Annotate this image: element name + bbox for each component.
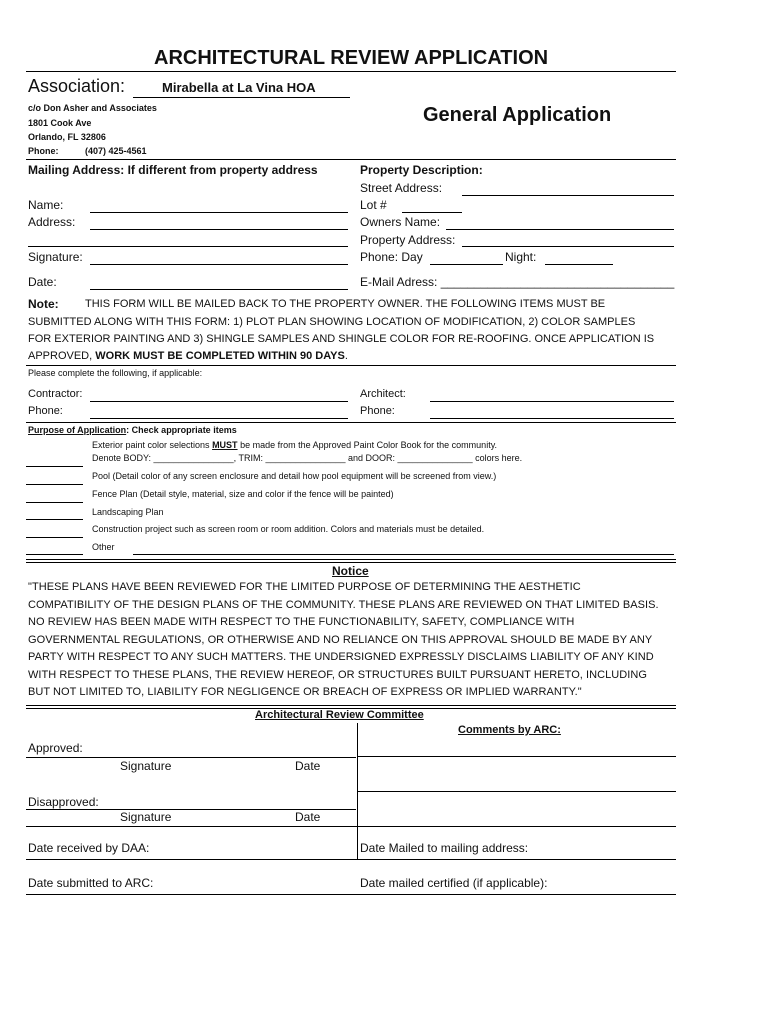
comments-row-1	[358, 756, 676, 757]
notice-heading: Notice	[332, 564, 369, 578]
pool-checkbox[interactable]	[26, 484, 83, 485]
address-label: Address:	[28, 215, 76, 229]
disapproved-label: Disapproved:	[28, 795, 99, 809]
paint-line1-c: be made from the Approved Paint Color Book for the community.	[237, 440, 498, 450]
general-application-heading: General Application	[423, 104, 612, 126]
notice-text	[28, 579, 659, 702]
contractor-label: Contractor:	[28, 388, 83, 400]
architect-phone-field[interactable]	[430, 418, 674, 419]
approved-line	[26, 757, 356, 758]
property-heading: Property Description:	[360, 163, 483, 177]
note-line4	[28, 350, 348, 362]
note-label: Note:	[28, 297, 59, 311]
committee-top-1	[26, 705, 676, 706]
purpose-heading	[28, 425, 237, 435]
submitted-line	[26, 894, 676, 895]
purpose-heading-tail: : Check appropriate items	[126, 425, 237, 435]
lot-label: Lot #	[360, 198, 387, 212]
note-divider	[26, 365, 676, 366]
address-line2: 1801 Cook Ave	[28, 118, 92, 128]
comments-heading: Comments by ARC:	[458, 724, 561, 736]
phone-night-field[interactable]	[545, 264, 613, 265]
street-address-label: Street Address:	[360, 181, 443, 195]
signature-label: Signature:	[28, 250, 83, 264]
architect-phone-label: Phone:	[360, 405, 395, 417]
notice-line: BUT NOT LIMITED TO, LIABILITY FOR NEGLIGENCE OR BREACH OF EXPRESS OR IMPLIED WARRANTY."	[28, 686, 582, 698]
name-field[interactable]	[90, 212, 348, 213]
purpose-heading-main: Purpose of Application	[28, 425, 127, 435]
disapproved-date-label: Date	[295, 810, 321, 824]
date-received-label: Date received by DAA:	[28, 841, 150, 855]
property-address-field[interactable]	[462, 246, 674, 247]
signature-field[interactable]	[90, 264, 348, 265]
purpose-divider	[26, 422, 676, 423]
address-field[interactable]	[90, 229, 348, 230]
notice-line: WITH RESPECT TO THESE PLANS, THE REVIEW HEREOF, OR STRUCTURES BUILT PURSUANT HERETO, INCLUDING	[28, 668, 647, 681]
other-checkbox[interactable]	[26, 554, 83, 555]
construction-item: Construction project such as screen room or room addition. Colors and materials must be detailed.	[92, 524, 485, 534]
address-line3: Orlando, FL 32806	[28, 132, 106, 142]
paint-line1	[92, 440, 497, 450]
notice-line: "THESE PLANS HAVE BEEN REVIEWED FOR THE LIMITED PURPOSE OF DETERMINING THE AESTHETIC	[28, 581, 581, 593]
association-value: Mirabella at La Vina HOA	[162, 80, 316, 95]
notice-divider-1	[26, 559, 676, 560]
paint-line1-a: Exterior paint color selections	[92, 440, 213, 450]
committee-heading: Architectural Review Committee	[255, 709, 424, 721]
owners-name-label: Owners Name:	[360, 215, 441, 229]
approved-label: Approved:	[28, 741, 83, 755]
address-phone-label: Phone:	[28, 146, 59, 156]
address-field-2[interactable]	[28, 246, 348, 247]
title-underline	[26, 71, 676, 72]
name-label: Name:	[28, 198, 64, 212]
contractor-phone-field[interactable]	[90, 418, 348, 419]
association-line	[133, 97, 350, 98]
mailing-heading: Mailing Address: If different from property address	[28, 163, 318, 177]
received-line	[26, 859, 676, 860]
property-address-label: Property Address:	[360, 233, 456, 247]
notice-divider-2	[26, 562, 676, 563]
address-line1: c/o Don Asher and Associates	[28, 103, 157, 113]
fence-checkbox[interactable]	[26, 502, 83, 503]
comments-row-2	[358, 791, 676, 792]
paint-checkbox[interactable]	[26, 466, 83, 467]
note-line4-b: WORK MUST BE COMPLETED WITHIN 90 DAYS	[95, 350, 345, 362]
lot-field[interactable]	[402, 212, 462, 213]
note-line2: SUBMITTED ALONG WITH THIS FORM: 1) PLOT PLAN SHOWING LOCATION OF MODIFICATION, 2) COLOR SAMPLES	[28, 316, 636, 328]
owners-name-field[interactable]	[446, 229, 674, 230]
note-line4-a: APPROVED,	[28, 350, 96, 362]
address-phone-value: (407) 425-4561	[85, 146, 147, 156]
date-submitted-label: Date submitted to ARC:	[28, 876, 154, 890]
date-mailed-label: Date Mailed to mailing address:	[360, 841, 529, 855]
phone-night-label: Night:	[505, 250, 537, 264]
note-line4-c: .	[344, 350, 348, 362]
note-line3: FOR EXTERIOR PAINTING AND 3) SHINGLE SAMPLES AND SHINGLE COLOR FOR RE-ROOFING. ONCE APPLICATION IS	[28, 333, 655, 345]
approved-signature-label: Signature	[120, 759, 172, 773]
architect-label: Architect:	[360, 388, 406, 400]
form-title: ARCHITECTURAL REVIEW APPLICATION	[154, 47, 549, 69]
landscaping-item: Landscaping Plan	[92, 507, 164, 517]
committee-bottom	[26, 826, 676, 827]
architect-field[interactable]	[430, 401, 674, 402]
email-label: E-Mail Adress: ___________________________________	[360, 275, 675, 289]
construction-checkbox[interactable]	[26, 537, 83, 538]
other-item: Other	[92, 542, 115, 552]
note-line1: THIS FORM WILL BE MAILED BACK TO THE PROPERTY OWNER. THE FOLLOWING ITEMS MUST BE	[85, 298, 606, 310]
disapproved-signature-label: Signature	[120, 810, 172, 824]
notice-line: COMPATIBILITY OF THE DESIGN PLANS OF THE COMMUNITY. THESE PLANS ARE REVIEWED ON THAT LIMITED BASIS.	[28, 598, 659, 611]
pool-item: Pool (Detail color of any screen enclosure and detail how pool equipment will be screened from view.)	[92, 471, 497, 481]
landscaping-checkbox[interactable]	[26, 519, 83, 520]
fence-item: Fence Plan (Detail style, material, size and color if the fence will be painted)	[92, 489, 394, 499]
association-label: Association:	[28, 76, 126, 96]
street-address-field[interactable]	[462, 195, 674, 196]
paint-must: MUST	[212, 440, 238, 450]
date-label: Date:	[28, 275, 57, 289]
contractor-phone-label: Phone:	[28, 405, 63, 417]
paint-line2: Denote BODY: ________________, TRIM: ________________ and DOOR: _______________ colors here.	[92, 453, 523, 463]
phone-day-label: Phone: Day	[360, 250, 423, 264]
section-divider	[26, 159, 676, 160]
approved-date-label: Date	[295, 759, 321, 773]
notice-line: GOVERNMENTAL REGULATIONS, OR OTHERWISE AND NO RELIANCE ON THIS APPROVAL SHOULD BE MADE BY ANY	[28, 633, 653, 646]
phone-day-field[interactable]	[430, 264, 503, 265]
date-certified-label: Date mailed certified (if applicable):	[360, 876, 548, 890]
other-field[interactable]	[133, 554, 674, 555]
notice-line: NO REVIEW HAS BEEN MADE WITH RESPECT TO THE FUNCTIONABILITY, SAFETY, COMPLIANCE WITH	[28, 616, 575, 628]
notice-line: PARTY WITH RESPECT TO ANY SUCH MATTERS. THE UNDERSIGNED EXPRESSLY DISCLAIMS LIABILITY OF ANY KIND	[28, 651, 654, 663]
contractor-field[interactable]	[90, 401, 348, 402]
please-complete: Please complete the following, if applicable:	[28, 368, 203, 378]
date-field[interactable]	[90, 289, 348, 290]
